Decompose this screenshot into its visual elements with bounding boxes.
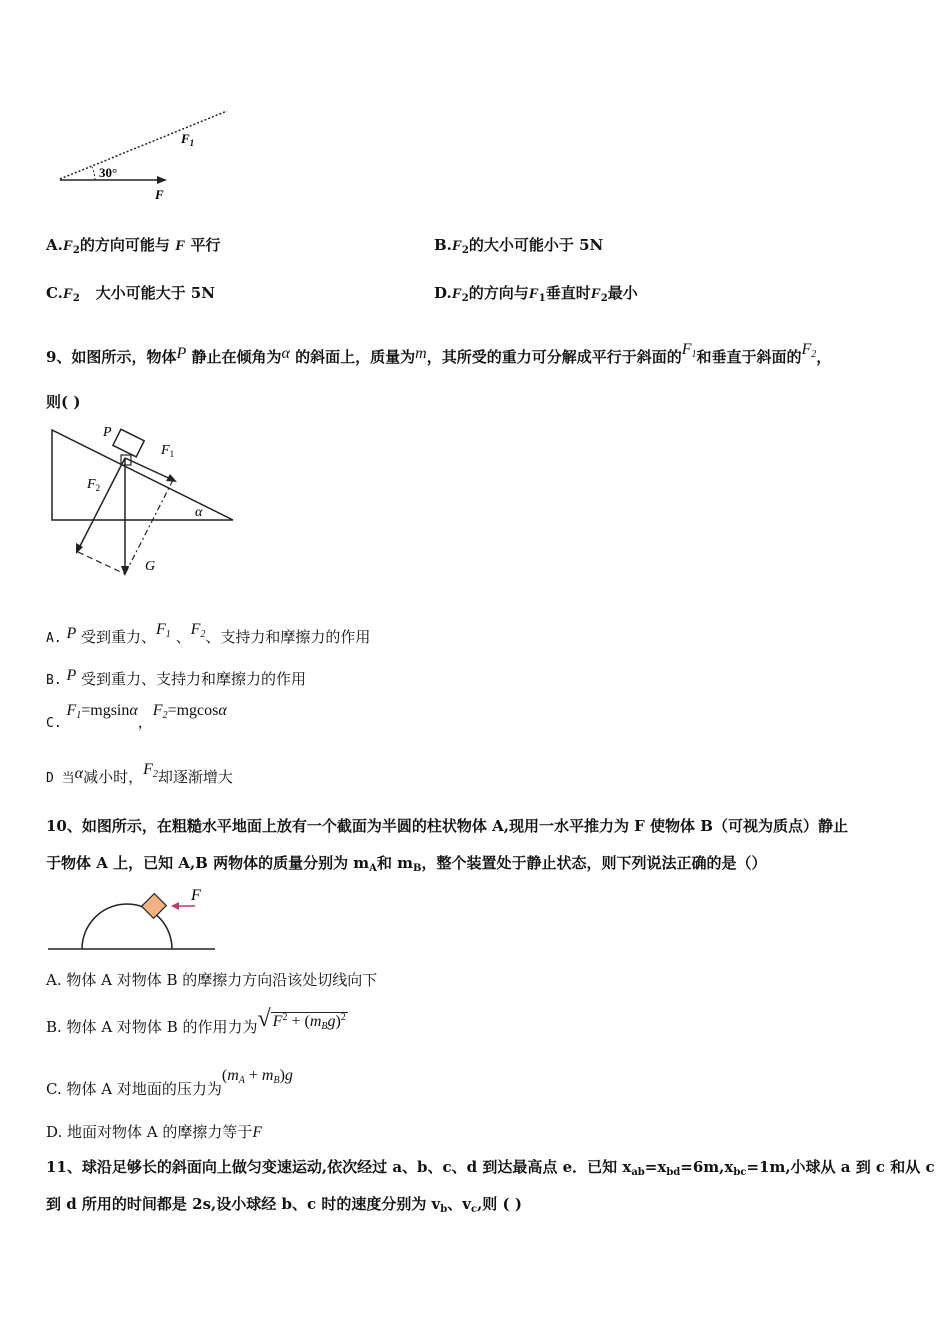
option-text: 却逐渐增大 [157,768,233,786]
label-alpha: α [195,505,203,520]
q9-option-a[interactable] [46,620,370,649]
option-letter: D 当 [46,771,75,786]
q9-option-d[interactable] [46,760,233,789]
option-letter: A. [46,236,63,254]
option-text: D. 地面对物体 A 的摩擦力等于 [46,1123,253,1141]
q8-option-c[interactable] [46,283,215,309]
var-f2: F2 [190,621,206,640]
semicircle-diagram-q10 [45,882,225,954]
stem-text: 9、如图所示，物体 [46,348,177,366]
var-f1: F1 [681,341,697,360]
label-f2: $F_2$ [87,477,101,493]
var-f2: F2 [143,761,158,780]
f-label: F [155,187,164,202]
q10-stem-line2: 于物体 A 上，已知 A,B 两物体的质量分别为 $m_A$和 $m_B$，整个装置处于静止状态，则下列说法正确的是（） [46,854,767,874]
var-f: F [451,286,462,302]
subscript: 2 [461,293,469,304]
option-text: 的大小可能小于 5N [468,236,604,254]
var-alpha: α [281,345,290,362]
angle-arc [92,167,95,180]
label-g: G [145,559,156,574]
block-p [113,429,144,457]
block-b [142,894,167,919]
option-text: 的方向可能与 [79,236,170,254]
angle-label: 30° [99,165,118,180]
q11-stem-line1: 11、球沿足够长的斜面向上做匀变速运动,依次经过 a、b、c、d 到达最高点 e．已知 $x_{ab}=x_{bd}=6m,x_{bc}=1m$,小球从 a 到 c 和从 c [46,1158,935,1178]
var-f: F [62,238,73,254]
q9-option-c[interactable] [46,700,227,734]
dash-2 [78,552,125,574]
subscript: 2 [461,245,469,256]
q10-option-c[interactable] [46,1066,293,1099]
mass-expression: (mA + mB)g [221,1067,293,1086]
f-arrow-head [157,176,167,184]
option-letter: B. [434,236,452,254]
incline-diagram-q9 [45,420,245,585]
option-text: C. 物体 A 对地面的压力为 [46,1080,222,1098]
option-letter: C. [46,716,62,731]
var-f: F [590,286,601,302]
equation: =mgcos [167,702,219,719]
var-alpha: α [218,702,227,719]
q8-option-b[interactable] [434,235,603,261]
q11-stem-line2: 到 d 所用的时间都是 2s,设小球经 b、c 时的速度分别为 $v_b$、$v_c$,则 ( ) [46,1195,522,1215]
stem-text: ， [816,348,832,366]
option-letter: B. [46,673,62,688]
q10-option-a[interactable]: A. 物体 A 对物体 B 的摩擦力方向沿该处切线向下 [46,971,378,989]
var-f1: F1 [66,702,82,721]
var-f: F [451,238,462,254]
f1-arrow [125,458,173,480]
option-text: 、 [175,628,191,646]
option-text: 大小可能大于 5N [95,284,215,302]
label-f: F [191,887,201,904]
option-text: 垂直时 [545,284,591,302]
stem-text: 的斜面上，质量为 [295,348,416,366]
option-letter: A. [46,631,62,646]
subscript: 2 [72,293,80,304]
q10-stem-line1: 10、如图所示，在粗糙水平地面上放有一个截面为半圆的柱状物体 A,现用一水平推力为 F 使物体 B（可视为质点）静止 [46,817,848,835]
option-letter: C. [46,284,63,302]
var-f: F [62,286,73,302]
q10-option-b[interactable] [46,1008,348,1037]
var-alpha: α [74,765,84,782]
option-text: 、支持力和摩擦力的作用 [205,628,371,646]
label-f1: $F_1$ [161,443,175,459]
subscript: 2 [72,245,80,256]
f1-dashed-line [60,111,227,179]
sqrt-expression: √ $F^2 + (mBg)^2$ [257,1006,346,1032]
force-diagram-q8 [55,105,235,205]
sqrt-sign: √ [257,1006,271,1032]
q8-option-a[interactable] [46,235,220,261]
var-p: P [176,345,187,362]
var-f: F [252,1124,263,1141]
label-p: P [103,425,112,440]
var-m: m [415,345,427,362]
option-text: B. 物体 A 对物体 B 的作用力为 [46,1018,258,1036]
subscript: 2 [600,293,608,304]
stem-text: 和垂直于斜面的 [696,348,802,366]
var-f: F [175,238,186,254]
var-p: P [66,667,77,684]
stem-text: ，其所受的重力可分解成平行于斜面的 [426,348,682,366]
q8-option-d[interactable] [434,283,638,309]
q10-option-d[interactable] [46,1122,262,1143]
var-f: F [528,286,539,302]
equation: =mgsin [81,702,130,719]
subscript: 1 [538,293,546,304]
option-text: 最小 [607,284,638,302]
q9-option-b[interactable] [46,666,306,691]
var-f2: F2 [801,341,817,360]
option-text: 的方向与 [468,284,529,302]
f-push-arrow-head [171,902,179,910]
option-letter: D. [434,284,452,302]
option-text: 平行 [190,236,221,254]
var-p: P [66,625,77,642]
f1-label: $F_1$ [181,131,195,148]
q9-stem-line1 [46,340,831,367]
option-text: 受到重力、 [81,628,157,646]
option-text: 减小时， [83,768,144,786]
option-text: 受到重力、支持力和摩擦力的作用 [81,670,307,688]
q9-stem-line2: 则( ) [46,393,81,411]
separator: ， [137,713,153,731]
stem-text: 静止在倾角为 [191,348,282,366]
f2-arrow [78,458,125,550]
var-f2: F2 [152,702,168,721]
var-f1: F1 [156,621,171,640]
var-alpha: α [129,702,138,719]
